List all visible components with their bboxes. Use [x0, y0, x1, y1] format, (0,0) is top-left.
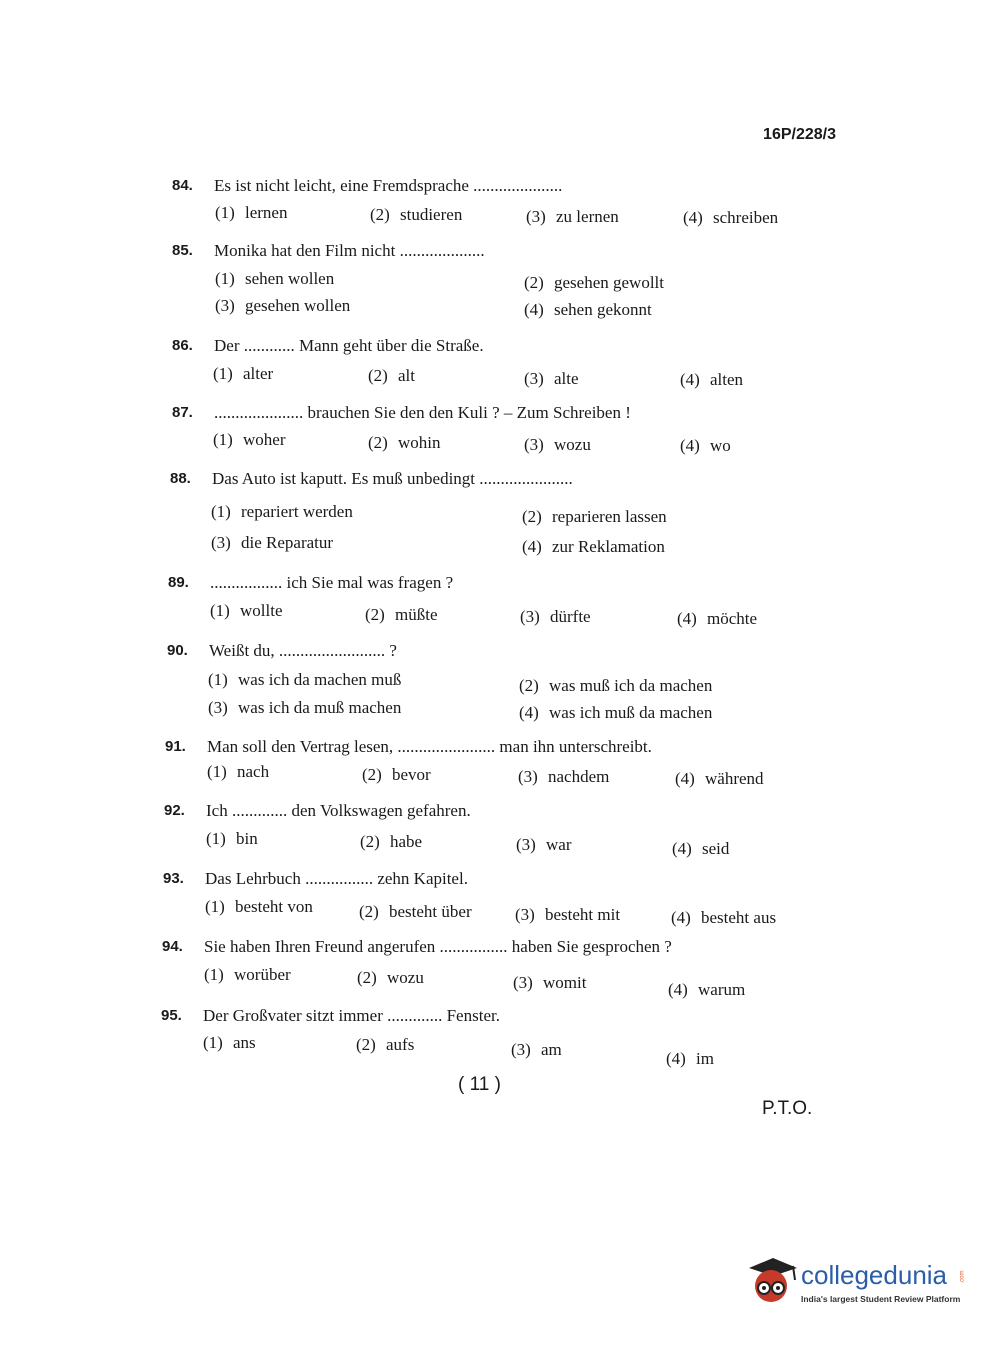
answer-option — [680, 436, 731, 456]
option-number: (4) — [677, 609, 697, 628]
option-number: (4) — [519, 703, 539, 722]
option-text: aufs — [386, 1035, 415, 1054]
answer-option — [522, 507, 667, 527]
question-number: 91. — [165, 738, 186, 755]
question-text: Weißt du, ......................... ? — [209, 641, 397, 660]
option-text: bevor — [392, 765, 431, 784]
option-number: (4) — [680, 436, 700, 455]
option-number: (3) — [515, 905, 535, 924]
option-number: (3) — [524, 369, 544, 388]
option-number: (3) — [518, 767, 538, 786]
option-text: müßte — [395, 605, 438, 624]
question-text: ..................... brauchen Sie den den Kuli ? – Zum Schreiben ! — [214, 403, 631, 422]
answer-option — [204, 965, 291, 985]
answer-option — [511, 1040, 562, 1060]
answer-option — [213, 364, 273, 384]
answer-option — [516, 835, 571, 855]
answer-option — [520, 607, 591, 627]
option-number: (1) — [215, 203, 235, 222]
question-line — [164, 801, 471, 821]
answer-option — [213, 430, 285, 450]
question-line — [162, 937, 672, 957]
option-text: alten — [710, 370, 744, 389]
option-number: (4) — [675, 769, 695, 788]
option-number: (3) — [513, 973, 533, 992]
question-text: Das Auto ist kaputt. Es muß unbedingt ...................... — [212, 469, 573, 488]
answer-option — [210, 601, 283, 621]
question-number: 89. — [168, 574, 189, 591]
pto-label: P.T.O. — [762, 1098, 813, 1119]
answer-option — [211, 502, 353, 522]
answer-option — [515, 905, 620, 925]
option-number: (2) — [362, 765, 382, 784]
option-number: (1) — [207, 762, 227, 781]
option-number: (3) — [215, 296, 235, 315]
option-number: (1) — [208, 670, 228, 689]
collegedunia-logo — [743, 1254, 968, 1312]
option-text: besteht von — [235, 897, 313, 916]
answer-option — [680, 370, 743, 390]
answer-option — [513, 973, 586, 993]
answer-option — [365, 605, 438, 625]
answer-option — [359, 902, 472, 922]
option-text: zu lernen — [556, 207, 619, 226]
answer-option — [666, 1049, 714, 1069]
logo-suffix: .com — [959, 1270, 966, 1284]
option-text: besteht über — [389, 902, 472, 921]
question-number: 86. — [172, 337, 193, 354]
question-number: 94. — [162, 938, 183, 955]
question-line — [172, 336, 484, 356]
option-text: wozu — [554, 435, 591, 454]
option-number: (4) — [522, 537, 542, 556]
answer-option — [368, 433, 441, 453]
question-number: 93. — [163, 870, 184, 887]
answer-option — [362, 765, 431, 785]
question-text: Sie haben Ihren Freund angerufen ................ haben Sie gesprochen ? — [204, 937, 672, 956]
answer-option — [208, 698, 401, 718]
option-number: (1) — [203, 1033, 223, 1052]
question-line — [163, 869, 468, 889]
option-text: wozu — [387, 968, 424, 987]
paper-code: 16P/228/3 — [763, 126, 836, 143]
answer-option — [370, 205, 462, 225]
option-number: (1) — [204, 965, 224, 984]
answer-option — [519, 676, 712, 696]
answer-option — [524, 369, 579, 389]
option-number: (3) — [516, 835, 536, 854]
option-text: alter — [243, 364, 274, 383]
question-line — [161, 1006, 500, 1026]
option-number: (4) — [680, 370, 700, 389]
option-text: gesehen wollen — [245, 296, 351, 315]
answer-option — [215, 203, 287, 223]
option-number: (4) — [672, 839, 692, 858]
option-text: studieren — [400, 205, 463, 224]
answer-option — [368, 366, 415, 386]
option-number: (2) — [356, 1035, 376, 1054]
option-text: habe — [390, 832, 423, 851]
option-number: (3) — [211, 533, 231, 552]
answer-option — [524, 300, 652, 320]
answer-option — [524, 273, 664, 293]
option-text: sehen wollen — [245, 269, 335, 288]
option-text: ans — [233, 1033, 256, 1052]
question-line — [167, 641, 397, 661]
option-text: alt — [398, 366, 415, 385]
answer-option — [357, 968, 424, 988]
answer-option — [672, 839, 729, 859]
option-text: im — [696, 1049, 714, 1068]
question-line — [170, 469, 573, 489]
answer-option — [205, 897, 313, 917]
option-text: nach — [237, 762, 270, 781]
option-text: gesehen gewollt — [554, 273, 664, 292]
question-text: Ich ............. den Volkswagen gefahren. — [206, 801, 471, 820]
option-number: (2) — [370, 205, 390, 224]
option-number: (3) — [511, 1040, 531, 1059]
option-number: (4) — [666, 1049, 686, 1068]
logo-wordmark: collegedunia — [801, 1260, 948, 1290]
page-number: ( 11 ) — [458, 1074, 501, 1095]
answer-option — [215, 269, 334, 289]
option-text: am — [541, 1040, 562, 1059]
option-text: die Reparatur — [241, 533, 334, 552]
option-number: (4) — [668, 980, 688, 999]
logo-tagline: India's largest Student Review Platform — [801, 1294, 961, 1304]
question-text: Das Lehrbuch ................ zehn Kapitel. — [205, 869, 468, 888]
option-text: warum — [698, 980, 746, 999]
question-text: Monika hat den Film nicht .................... — [214, 241, 485, 260]
option-text: womit — [543, 973, 587, 992]
question-number: 90. — [167, 642, 188, 659]
answer-option — [356, 1035, 414, 1055]
option-number: (2) — [368, 366, 388, 385]
option-number: (2) — [524, 273, 544, 292]
question-text: Der ............ Mann geht über die Straße. — [214, 336, 484, 355]
question-number: 88. — [170, 470, 191, 487]
answer-option — [668, 980, 745, 1000]
question-line — [172, 403, 631, 423]
option-text: war — [546, 835, 572, 854]
answer-option — [675, 769, 764, 789]
answer-option — [203, 1033, 256, 1053]
option-text: was ich da muß machen — [238, 698, 402, 717]
question-number: 92. — [164, 802, 185, 819]
option-text: besteht mit — [545, 905, 621, 924]
option-number: (2) — [357, 968, 377, 987]
option-text: während — [705, 769, 764, 788]
option-text: wohin — [398, 433, 441, 452]
option-text: seid — [702, 839, 730, 858]
option-text: wollte — [240, 601, 283, 620]
option-number: (2) — [368, 433, 388, 452]
answer-option — [208, 670, 401, 690]
answer-option — [524, 435, 591, 455]
option-number: (2) — [359, 902, 379, 921]
question-number: 87. — [172, 404, 193, 421]
answer-option — [518, 767, 609, 787]
option-text: lernen — [245, 203, 288, 222]
question-text: ................. ich Sie mal was fragen ? — [210, 573, 454, 592]
option-text: was ich da machen muß — [238, 670, 402, 689]
option-text: reparieren lassen — [552, 507, 667, 526]
option-number: (1) — [206, 829, 226, 848]
option-text: sehen gekonnt — [554, 300, 652, 319]
answer-option — [683, 208, 778, 228]
option-text: schreiben — [713, 208, 779, 227]
question-text: Man soll den Vertrag lesen, ....................... man ihn unterschreibt. — [207, 737, 652, 756]
option-text: wo — [710, 436, 731, 455]
question-text: Es ist nicht leicht, eine Fremdsprache ..................... — [214, 176, 563, 195]
option-number: (1) — [215, 269, 235, 288]
option-number: (1) — [210, 601, 230, 620]
question-text: Der Großvater sitzt immer ............. Fenster. — [203, 1006, 500, 1025]
answer-option — [206, 829, 258, 849]
answer-option — [215, 296, 350, 316]
answer-option — [671, 908, 776, 928]
option-text: repariert werden — [241, 502, 353, 521]
question-line — [172, 176, 562, 196]
answer-option — [519, 703, 712, 723]
answer-option — [677, 609, 757, 629]
mascot-icon — [743, 1254, 799, 1312]
question-number: 84. — [172, 177, 193, 194]
answer-option — [360, 832, 422, 852]
option-number: (1) — [213, 430, 233, 449]
option-text: was ich muß da machen — [549, 703, 713, 722]
question-line — [165, 737, 652, 757]
answer-option — [522, 537, 665, 557]
answer-option — [211, 533, 333, 553]
option-text: worüber — [234, 965, 291, 984]
option-text: was muß ich da machen — [549, 676, 713, 695]
question-line — [168, 573, 453, 593]
option-text: besteht aus — [701, 908, 777, 927]
question-number: 85. — [172, 242, 193, 259]
option-text: dürfte — [550, 607, 591, 626]
option-number: (1) — [213, 364, 233, 383]
option-text: zur Reklamation — [552, 537, 665, 556]
option-number: (3) — [526, 207, 546, 226]
option-text: alte — [554, 369, 579, 388]
option-text: bin — [236, 829, 258, 848]
option-number: (4) — [524, 300, 544, 319]
option-text: möchte — [707, 609, 758, 628]
option-number: (4) — [671, 908, 691, 927]
option-number: (2) — [365, 605, 385, 624]
option-number: (2) — [519, 676, 539, 695]
option-number: (3) — [520, 607, 540, 626]
option-number: (3) — [208, 698, 228, 717]
option-text: woher — [243, 430, 286, 449]
option-text: nachdem — [548, 767, 610, 786]
option-number: (1) — [211, 502, 231, 521]
question-number: 95. — [161, 1007, 182, 1024]
option-number: (3) — [524, 435, 544, 454]
option-number: (4) — [683, 208, 703, 227]
option-number: (2) — [360, 832, 380, 851]
option-number: (1) — [205, 897, 225, 916]
option-number: (2) — [522, 507, 542, 526]
answer-option — [207, 762, 269, 782]
answer-option — [526, 207, 619, 227]
question-line — [172, 241, 485, 261]
